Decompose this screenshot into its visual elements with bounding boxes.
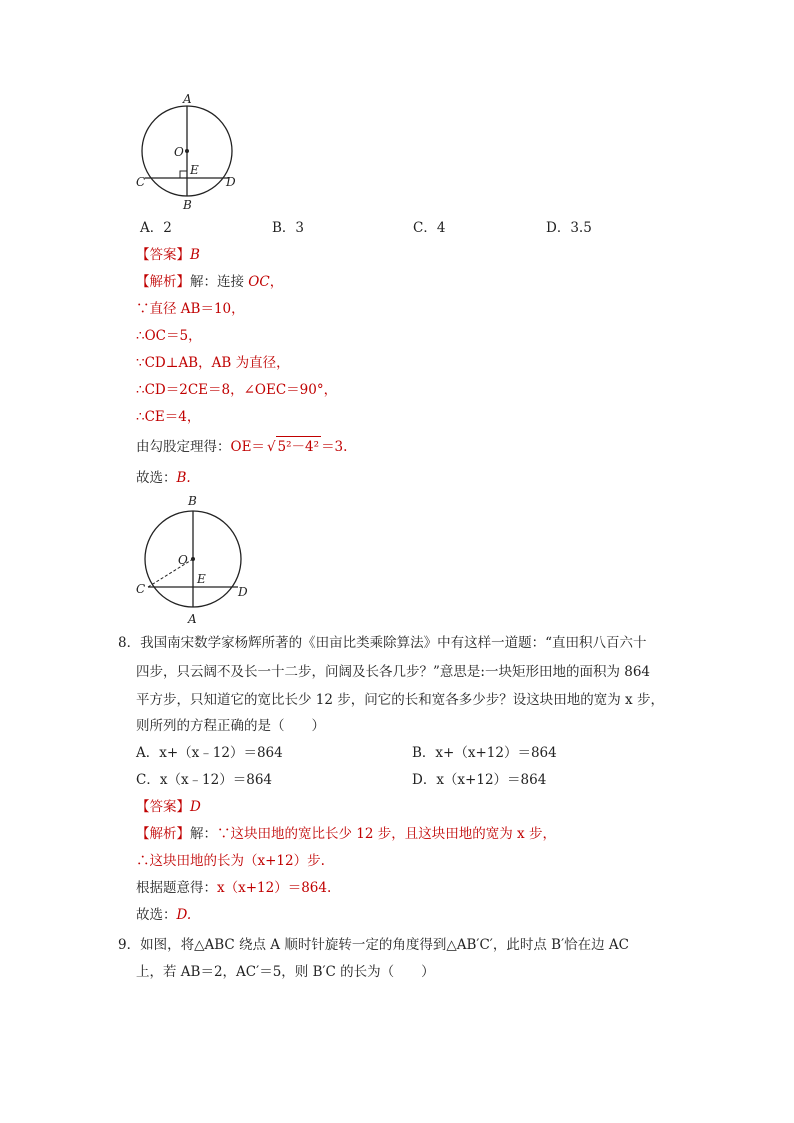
circle-figure-1 [132,90,252,214]
q8-line-2: 四步，只云阔不及长一十二步，问阔及长各几步？”意思是:一块矩形田地的面积为 864 [136,664,651,680]
q8-answer [136,797,201,817]
right-angle-mark-1 [180,171,187,178]
q8-line-4: 则所列的方程正确的是（ ） [136,718,325,734]
conclusion-lead: 故选： [136,907,177,923]
analysis-lead-end: ， [269,274,284,290]
pythag-lead: 由勾股定理得： [136,439,231,455]
label-o-2: O [178,553,188,567]
label-b-1: B [183,198,192,212]
q7-analysis [136,272,283,292]
q7-step-1: ∵直径 AB＝10， [136,301,245,317]
analysis-lead: 解：连接 [190,274,249,290]
analysis-tag: 【解析】 [136,274,190,290]
q7-option-b: B．3 [272,220,305,236]
q7-step-4: ∴CD＝2CE＝8，∠OEC＝90°， [136,382,338,398]
q8-conclusion [136,905,191,925]
analysis-var: OC [248,274,270,290]
analysis-tag: 【解析】 [136,826,190,842]
pythag-radicand: 5²－4² [276,436,322,457]
q7-option-c: C．4 [413,220,446,236]
q7-step-2: ∴OC＝5， [136,328,202,344]
q8-step-3 [136,878,331,898]
pythag-lhs: OE＝ [230,439,265,455]
q7-pythag [136,436,347,457]
q9-line-1: 9．如图，将△ABC 绕点 A 顺时针旋转一定的角度得到△AB′C′，此时点 B′恰在边 AC [118,937,630,953]
label-d-2: D [238,585,248,599]
conclusion-value: B. [176,470,191,486]
q8-step-2: ∴这块田地的长为（x+12）步. [136,853,325,869]
q8-line-1: 8．我国南宋数学家杨辉所著的《田亩比类乘除算法》中有这样一道题：“直田积八百六十 [118,635,647,651]
sqrt-sign: √ 5²－4² [265,436,321,457]
center-point-1 [185,149,189,153]
conclusion-lead: 故选： [136,470,177,486]
label-e-1: E [190,163,199,177]
label-o-1: O [174,145,184,159]
q8-option-b: B．x+（x+12）＝864 [412,745,557,761]
q7-step-3: ∵CD⊥AB，AB 为直径， [136,355,290,371]
label-c-1: C [136,175,146,189]
answer-value: D [190,799,201,815]
label-a-1: A [183,92,192,106]
q9-line-2: 上，若 AB＝2，AC′＝5，则 B′C 的长为（ ） [136,964,435,980]
step3-lead: 根据题意得： [136,880,217,896]
label-e-2: E [197,572,206,586]
q7-conclusion [136,468,191,488]
answer-tag: 【答案】 [136,247,190,263]
q8-line-3: 平方步，只知道它的宽比长少 12 步，问它的长和宽各多少步？设这块田地的宽为 x 步， [136,692,664,708]
center-point-2 [191,557,195,561]
analysis-lead: 解： [190,826,217,842]
q8-analysis [136,824,556,844]
circle-figure-2 [132,490,256,626]
analysis-text: ∵这块田地的宽比长少 12 步，且这块田地的宽为 x 步， [217,826,556,842]
label-a-2: A [188,612,197,626]
label-c-2: C [136,582,146,596]
label-b-2: B [188,494,197,508]
q8-option-d: D．x（x+12）＝864 [412,772,547,788]
q8-option-c: C．x（x﹣12）＝864 [136,772,273,788]
conclusion-value: D. [176,907,192,923]
q7-answer [136,245,200,265]
q7-step-5: ∴CE＝4， [136,409,201,425]
pythag-result: ＝3. [321,439,348,455]
q7-option-a: A．2 [140,220,172,236]
answer-value: B [190,247,200,263]
q8-option-a: A．x+（x﹣12）＝864 [136,745,283,761]
label-d-1: D [226,175,236,189]
step3-equation: x（x+12）＝864. [217,880,332,896]
answer-tag: 【答案】 [136,799,190,815]
q7-option-d: D．3.5 [546,220,592,236]
